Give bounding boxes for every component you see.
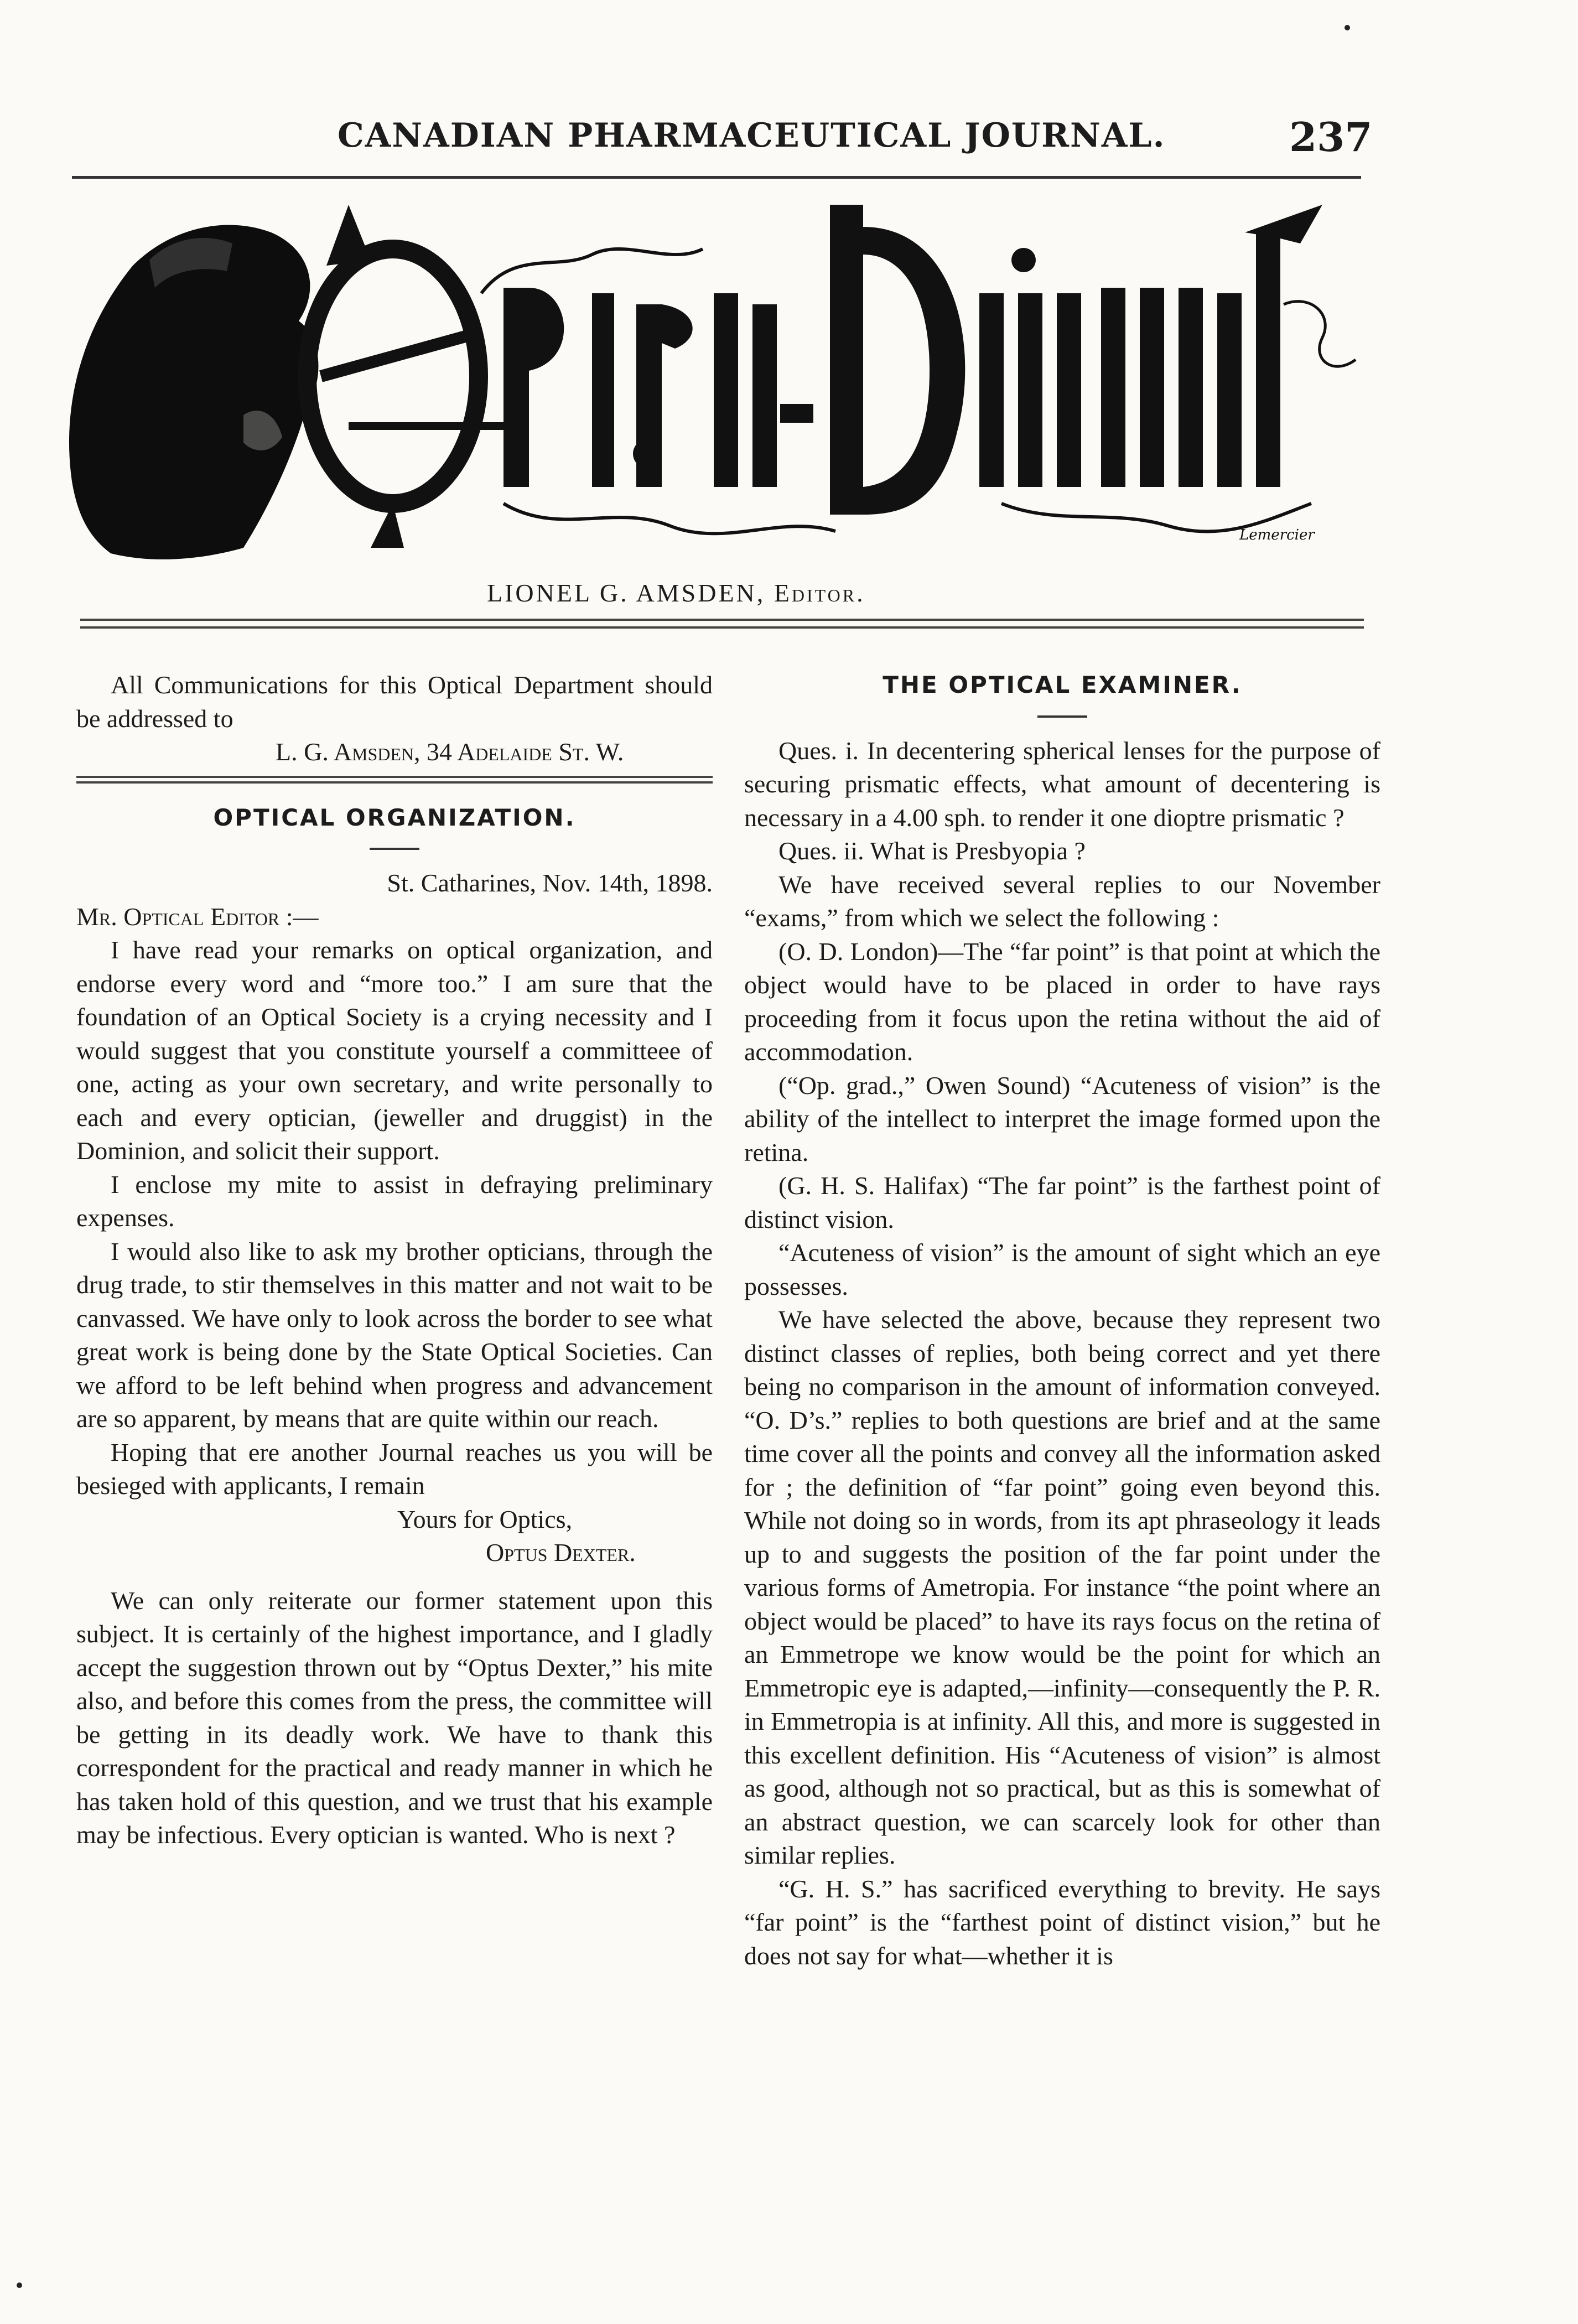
- examiner-paragraph-6: We have selected the above, because they represent two distinct classes of replies, both being correct and yet there being no comparison in the amount of information conveyed. “O. D’s.” replies to both questions are brief and at the same time cover all the points and convey all the information asked for ; the definition of “far point” going even beyond this. While not doing so in words, from its apt phraseology it leads up to and suggests the position of the far point under the various forms of Ametropia. For instance “the point where an object would be placed” to have its rays focus on the retina of an Emmetrope we know would be the point for which an Emmetropic eye is adapted,—infinity—consequently the P. R. in Emmetropia is at infinity. All this, and more is suggested in this excellent definition. His “Acuteness of vision” is almost as good, although not so practical, but as this is somewhat of an abstract question, we can scarcely look for other than similar replies.: [744, 1305, 1380, 1869]
- question-1: Ques. i. In decentering spherical lenses for the purpose of securing prismatic effects, what amount of decentering is necessary in a 4.00 sph. to render it one dioptre prismatic ?: [744, 736, 1380, 832]
- optical-department-banner: [61, 194, 1378, 575]
- notice-text: All Communications for this Optical Department should be addressed to: [76, 671, 713, 733]
- examiner-paragraph-5: “Acuteness of vision” is the amount of sight which an eye possesses.: [744, 1238, 1380, 1300]
- examiner-paragraph-1: We have received several replies to our November “exams,” from which we select the following :: [744, 870, 1380, 932]
- salutation: Mr. Optical Editor :—: [76, 902, 319, 931]
- letter-paragraph-1: I have read your remarks on optical organization, and endorse every word and “more too.” I am sure that the foundation of an Optical Society is a crying necessity and I would suggest that you constitute yourself a committeee of one, acting as your own secretary, and write personally to each and every optician, (jeweller and druggist) in the Dominion, and solicit their support.: [76, 936, 713, 1165]
- examiner-paragraph-2: (O. D. London)—The “far point” is that point at which the object would have to be placed in order to have rays proceeding from it focus upon the retina without the aid of accommodation.: [744, 937, 1380, 1066]
- examiner-paragraph-4: (G. H. S. Halifax) “The far point” is the farthest point of distinct vision.: [744, 1171, 1380, 1233]
- notice-rule-2: [76, 781, 713, 784]
- page-number: 237: [1289, 113, 1373, 160]
- editor-title: Editor.: [774, 579, 865, 607]
- banner-figure-illustration: [69, 225, 319, 559]
- banner-artist-signature: Lemercier: [1239, 527, 1315, 543]
- editor-reply-paragraph: We can only reiterate our former statement upon this subject. It is certainly of the highest importance, and I gladly accept the suggestion thrown out by “Optus Dexter,” his mite also, and before this comes from the press, the committee will be getting in its deadly work. We have to thank this correspondent for the practical and ready manner in which he has taken hold of this question, and we trust that his example may be infectious. Every optician is wanted. Who is next ?: [76, 1586, 713, 1849]
- letter-closing: Yours for Optics,: [397, 1505, 573, 1533]
- left-column: [76, 668, 713, 1852]
- dateline: St. Catharines, Nov. 14th, 1898.: [387, 869, 713, 897]
- editor-name: LIONEL G. AMSDEN,: [487, 579, 766, 607]
- section-title-optical-examiner: THE OPTICAL EXAMINER.: [883, 671, 1242, 698]
- editor-credit: [487, 578, 865, 608]
- examiner-paragraph-3: (“Op. grad.,” Owen Sound) “Acuteness of vision” is the ability of the intellect to interpret the image formed upon the retina.: [744, 1071, 1380, 1166]
- examiner-paragraph-7: “G. H. S.” has sacrificed everything to brevity. He says “far point” is the “farthest point of distinct vision,” but he does not say for what—whether it is: [744, 1874, 1380, 1970]
- examiner-title-rule: [1037, 715, 1087, 718]
- print-speck: [17, 2282, 22, 2288]
- notice-address: L. G. Amsden, 34 Adelaide St. W.: [276, 738, 624, 766]
- title-rule: [370, 848, 419, 850]
- section-title-optical-organization: OPTICAL ORGANIZATION.: [213, 803, 576, 831]
- letter-paragraph-3: I would also like to ask my brother opticians, through the drug trade, to stir themselves in this matter and not wait to be canvassed. We have only to look across the border to see what great work is being done by the State Optical Societies. Can we afford to be left behind when progress and advancement are so apparent, by means that are quite within our reach.: [76, 1237, 713, 1433]
- question-2: Ques. ii. What is Presbyopia ?: [778, 837, 1086, 865]
- header-rule: [72, 176, 1361, 179]
- print-speck: [1345, 25, 1350, 30]
- header-double-rule-top: [80, 619, 1364, 621]
- banner-blackletter-glyphs: [503, 205, 1322, 515]
- running-title: CANADIAN PHARMACEUTICAL JOURNAL.: [338, 116, 1166, 155]
- letter-paragraph-2: I enclose my mite to assist in defraying preliminary expenses.: [76, 1170, 713, 1232]
- notice-rule: [76, 776, 713, 778]
- right-column: [744, 668, 1380, 1973]
- letter-signature: Optus Dexter.: [486, 1538, 636, 1566]
- header-double-rule-bottom: [80, 626, 1364, 629]
- letter-paragraph-4: Hoping that ere another Journal reaches us you will be besieged with applicants, I remain: [76, 1438, 713, 1500]
